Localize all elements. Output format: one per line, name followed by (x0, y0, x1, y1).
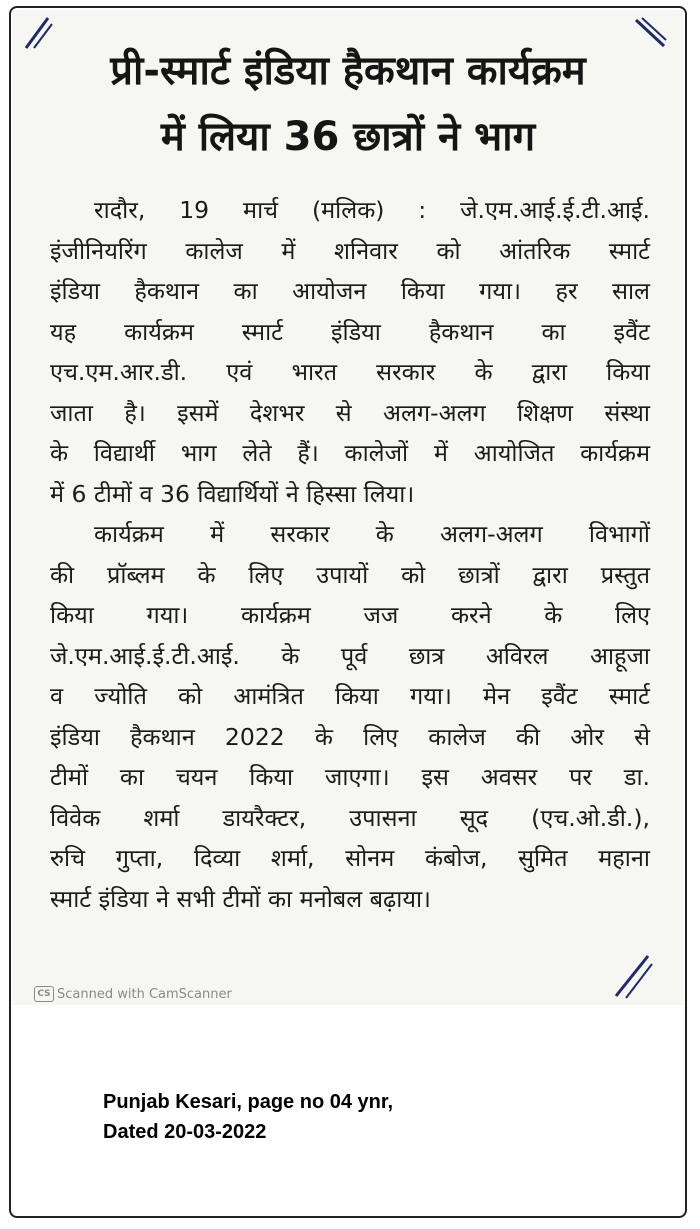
article-line: व ज्योति को आमंत्रित किया गया। मेन इवैंट स्मार्ट (50, 682, 650, 710)
article-line: किया गया। कार्यक्रम जज करने के लिए (50, 601, 650, 629)
article-line: स्मार्ट इंडिया ने सभी टीमों का मनोबल बढ़ाया। (50, 884, 431, 913)
article-line: इंजीनियरिंग कालेज में शनिवार को आंतरिक स्मार्ट (50, 236, 650, 265)
article-line: टीमों का चयन किया जाएगा। इस अवसर पर डा. (50, 763, 650, 791)
article-line: इंडिया हैकथान का आयोजन किया गया। हर साल (50, 277, 650, 305)
article-line: के विद्यार्थी भाग लेते हैं। कालेजों में आयोजित कार्यक्रम (50, 439, 650, 467)
headline-line: में लिया 36 छात्रों ने भाग (160, 114, 536, 160)
article-line: कार्यक्रम में सरकार के अलग-अलग विभागों (94, 520, 650, 548)
source-citation (103, 1087, 393, 1147)
article-body (50, 190, 650, 919)
scanner-watermark (34, 986, 232, 1002)
article-line: में 6 टीमों व 36 विद्यार्थियों ने हिस्सा लिया। (50, 479, 415, 508)
article-line: जाता है। इसमें देशभर से अलग-अलग शिक्षण संस्था (50, 398, 650, 427)
article-line: यह कार्यक्रम स्मार्ट इंडिया हैकथान का इवैंट (50, 317, 650, 346)
headline (32, 38, 664, 170)
camscanner-icon: CS (34, 986, 54, 1002)
article-line: विवेक शर्मा डायरैक्टर, उपासना सूद (एच.ओ.डी.), (50, 803, 650, 832)
article-line: की प्रॉब्लम के लिए उपायों को छात्रों द्वारा प्रस्तुत (50, 560, 650, 589)
crop-mark-icon (610, 950, 654, 1000)
newspaper-clipping (12, 10, 684, 1005)
source-date: Dated 20-03-2022 (103, 1121, 267, 1143)
article-line: इंडिया हैकथान 2022 के लिए कालेज की ओर से (50, 722, 650, 751)
article-line: रादौर, 19 मार्च (मलिक) : जे.एम.आई.ई.टी.आई. (94, 196, 650, 224)
headline-line: प्री-स्मार्ट इंडिया हैकथान कार्यक्रम (110, 48, 586, 94)
watermark-text: Scanned with CamScanner (57, 986, 232, 1002)
article-line: जे.एम.आई.ई.टी.आई. के पूर्व छात्र अविरल आहूजा (50, 641, 650, 670)
article-line: रुचि गुप्ता, दिव्या शर्मा, सोनम कंबोज, सुमित महाना (50, 844, 650, 872)
article-line: एच.एम.आर.डी. एवं भारत सरकार के द्वारा किया (50, 358, 650, 386)
source-line: Punjab Kesari, page no 04 ynr, (103, 1091, 394, 1113)
